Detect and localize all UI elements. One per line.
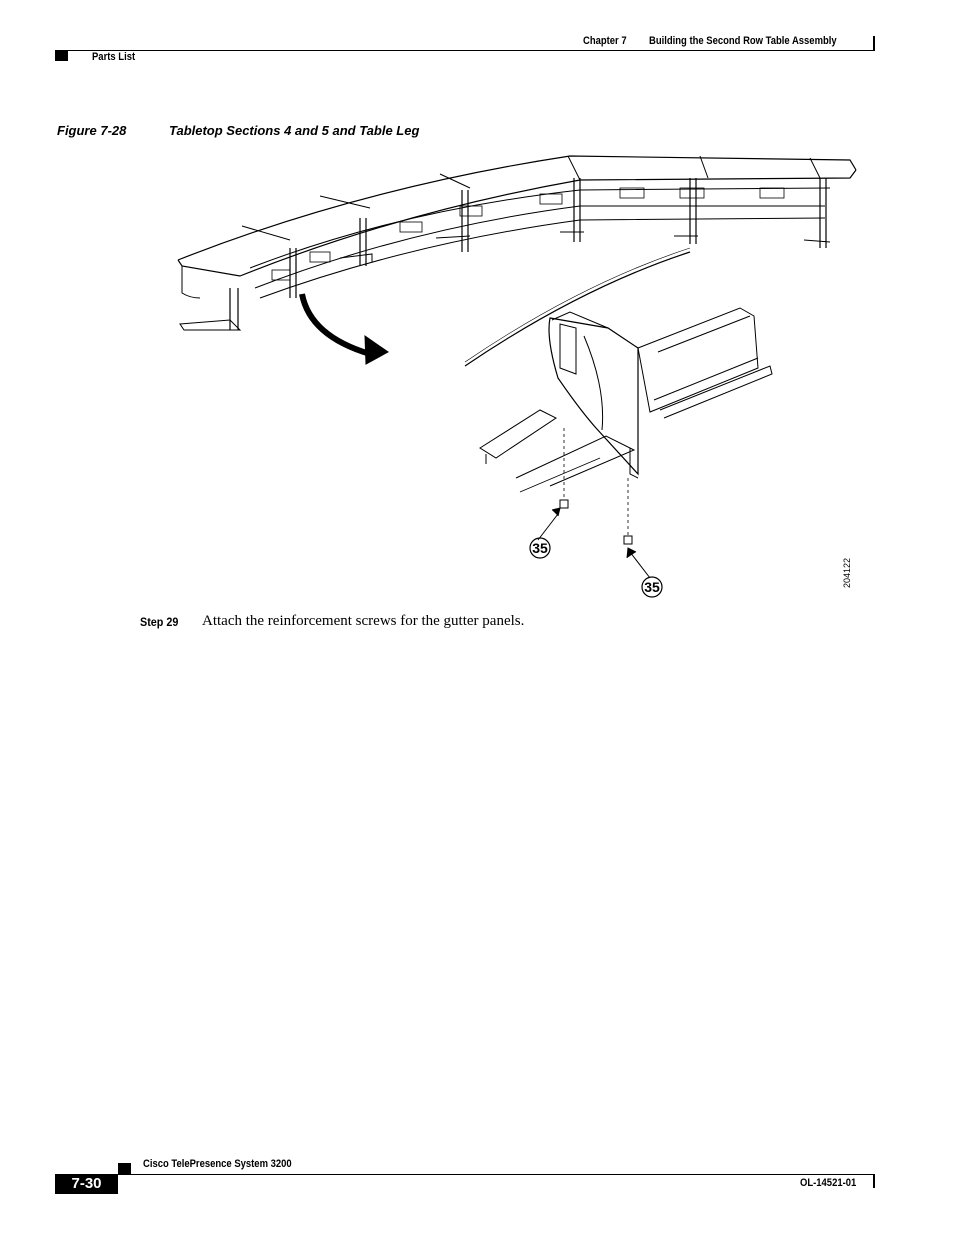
step-label: Step 29 xyxy=(140,615,179,629)
figure-illustration xyxy=(160,148,880,608)
header-chapter-title: Building the Second Row Table Assembly xyxy=(649,35,837,47)
header-rule xyxy=(55,50,875,51)
step-text: Attach the reinforcement screws for the gutter panels. xyxy=(202,613,525,629)
header-marker-square xyxy=(55,51,68,61)
callout-number: 35 xyxy=(532,540,548,556)
footer-doc-id: OL-14521-01 xyxy=(800,1177,857,1189)
header-section: Parts List xyxy=(92,51,136,63)
footer-product: Cisco TelePresence System 3200 xyxy=(143,1158,292,1170)
header-vertical-bar xyxy=(873,36,875,51)
footer-marker-square xyxy=(118,1163,131,1174)
art-id: 204122 xyxy=(842,557,852,588)
table-leg-detail xyxy=(465,248,772,578)
figure-title: Tabletop Sections 4 and 5 and Table Leg xyxy=(169,123,420,138)
callout-number: 35 xyxy=(644,579,660,595)
header-chapter: Chapter 7 xyxy=(583,35,627,47)
detail-arrow xyxy=(302,294,388,364)
table-assembly-overview xyxy=(178,156,856,330)
figure-number: Figure 7-28 xyxy=(57,123,127,138)
footer-rule xyxy=(118,1174,875,1175)
page-number: 7-30 xyxy=(71,1175,102,1192)
footer-vertical-bar xyxy=(873,1174,875,1188)
